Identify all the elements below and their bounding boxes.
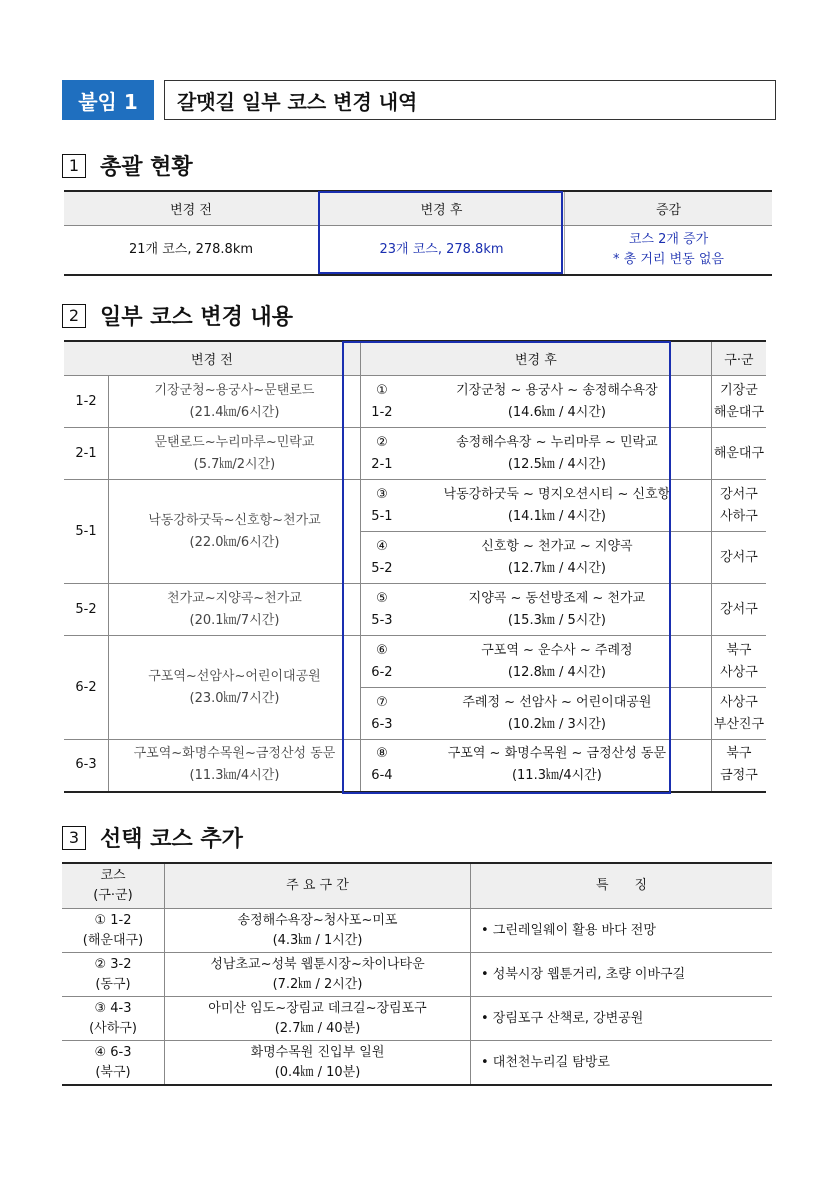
summary-change [565,226,773,276]
document-title: 갈맷길 일부 코스 변경 내역 [164,80,776,120]
new-route: 신호항 ~ 천가교 ~ 지양곡 [481,538,633,554]
gu-cell [711,688,766,740]
gu-cell [711,376,766,428]
old-route: 문탠로드~누리마루~민락교 [154,434,315,450]
change-line2: * 총 거리 변동 없음 [613,252,724,267]
section3-number: 3 [62,826,86,850]
old-dist: (22.0㎞/6시간) [189,534,280,550]
old-route: 천가교~지양곡~천가교 [167,590,302,606]
new-route-cell [403,532,711,584]
old-route: 구포역~화명수목원~금정산성 동문 [133,746,336,762]
feature: • 대천천누리길 탐방로 [471,1041,773,1086]
old-route-cell [109,740,361,792]
route: 송정해수욕장~청사포~미포 [237,912,398,928]
gu2: 사하구 [720,508,758,524]
col-section: 주 요 구 간 [165,863,471,909]
gu1: 기장군 [720,382,758,398]
section2-title: 일부 코스 변경 내용 [100,305,293,330]
new-route: 구포역 ~ 화명수목원 ~ 금정산성 동문 [447,746,667,762]
new-sym: ① [376,382,388,398]
course-cell [62,997,165,1041]
new-route: 구포역 ~ 운수사 ~ 주례정 [481,642,633,658]
course-id: ③ 4-3 [94,1000,132,1016]
new-id-cell [360,636,403,688]
course-gu: (해운대구) [82,932,144,948]
gu-cell [711,480,766,532]
old-dist: (20.1㎞/7시간) [189,612,280,628]
new-route: 지양곡 ~ 동선방조제 ~ 천가교 [468,590,646,606]
new-sym: ⑤ [376,590,388,606]
new-id-cell [360,480,403,532]
new-id-cell [360,532,403,584]
old-id: 5-1 [64,480,109,584]
new-sym: ② [376,434,388,450]
new-id-cell [360,428,403,480]
new-dist: (12.5㎞ / 4시간) [507,456,606,472]
old-id: 6-2 [64,636,109,740]
new-route: 기장군청 ~ 용궁사 ~ 송정해수욕장 [456,382,658,398]
route: 아미산 임도~장림교 데크길~장림포구 [208,1000,427,1016]
summary-after: 23개 코스, 278.8km [319,226,565,276]
old-dist: (11.3㎞/4시간) [189,768,280,784]
gu1: 해운대구 [713,445,765,461]
old-route: 낙동강하굿둑~신호항~천가교 [148,512,321,528]
gu-cell [711,636,766,688]
new-route-cell [403,584,711,636]
dist: (2.7㎞ / 40분) [274,1020,361,1036]
gu-cell [711,740,766,792]
section3-heading [62,822,243,853]
section1-heading [62,150,193,181]
section1-title: 총괄 현황 [100,155,193,180]
new-id: 6-3 [371,716,393,732]
new-dist: (10.2㎞ / 3시간) [507,716,606,732]
old-route: 기장군청~용궁사~문탠로드 [154,382,315,398]
change-line1: 코스 2개 증가 [628,232,709,247]
new-id: 6-4 [371,768,393,784]
gu1: 강서구 [720,486,758,502]
course-gu: (북구) [95,1064,131,1080]
old-id: 6-3 [64,740,109,792]
old-route-cell [109,428,361,480]
route-cell [165,953,471,997]
route-cell [165,997,471,1041]
feature: • 성북시장 웹툰거리, 초량 이바구길 [471,953,773,997]
old-route-cell [109,636,361,740]
col-after: 변경 후 [319,191,565,226]
new-dist: (12.7㎞ / 4시간) [507,560,606,576]
col-course [62,863,165,909]
new-route-cell [403,428,711,480]
old-dist: (5.7㎞/2시간) [193,456,276,472]
old-id: 5-2 [64,584,109,636]
old-id: 2-1 [64,428,109,480]
dist: (4.3㎞ / 1시간) [272,932,363,948]
course-id: ② 3-2 [94,956,132,972]
feature: • 그린레일웨이 활용 바다 전망 [471,909,773,953]
col-gu: 구·군 [711,341,766,376]
new-dist: (12.8㎞ / 4시간) [507,664,606,680]
new-id: 5-3 [371,612,393,628]
summary-table [64,190,772,276]
gu1: 사상구 [720,694,758,710]
route-cell [165,909,471,953]
new-route-cell [403,688,711,740]
new-dist: (11.3㎞/4시간) [511,768,602,784]
old-id: 1-2 [64,376,109,428]
course-cell [62,1041,165,1086]
section3-title: 선택 코스 추가 [100,827,243,852]
summary-before: 21개 코스, 278.8km [64,226,319,276]
gu1: 강서구 [720,549,758,565]
section1-number: 1 [62,154,86,178]
course-cell [62,953,165,997]
new-sym: ⑦ [376,694,388,710]
new-route-cell [403,740,711,792]
course-gu: (사하구) [89,1020,137,1036]
gu-cell [711,428,766,480]
course-id: ① 1-2 [94,912,132,928]
new-dist: (14.1㎞ / 4시간) [507,508,606,524]
old-route: 구포역~선암사~어린이대공원 [148,668,321,684]
new-id-cell [360,688,403,740]
new-id: 2-1 [371,456,393,472]
col-before: 변경 전 [64,191,319,226]
old-route-cell [109,584,361,636]
old-dist: (23.0㎞/7시간) [189,690,280,706]
gu2: 금정구 [720,768,758,784]
new-id-cell [360,740,403,792]
gu2: 해운대구 [713,404,765,420]
new-route-cell [403,636,711,688]
new-id: 5-1 [371,508,393,524]
col-change: 증감 [565,191,773,226]
col-old: 변경 전 [64,341,360,376]
course-cell [62,909,165,953]
new-id-cell [360,376,403,428]
gu-cell [711,584,766,636]
new-dist: (15.3㎞ / 5시간) [507,612,606,628]
col-feature: 특 징 [471,863,773,909]
col-course-line1: 코스 [100,868,126,883]
old-dist: (21.4㎞/6시간) [189,404,280,420]
new-route: 주례정 ~ 선암사 ~ 어린이대공원 [462,694,652,710]
course-change-table [64,340,766,793]
new-sym: ③ [376,486,388,502]
gu1: 북구 [726,746,752,762]
new-sym: ⑧ [376,746,388,762]
new-route: 송정해수욕장 ~ 누리마루 ~ 민락교 [456,434,658,450]
route-cell [165,1041,471,1086]
section2-heading [62,300,293,331]
gu-cell [711,532,766,584]
col-course-line2: (구·군) [93,888,133,903]
gu2: 부산진구 [713,716,765,732]
section2-number: 2 [62,304,86,328]
new-route-cell [403,376,711,428]
dist: (7.2㎞ / 2시간) [272,976,363,992]
new-id: 6-2 [371,664,393,680]
gu1: 강서구 [720,601,758,617]
dist: (0.4㎞ / 10분) [274,1064,361,1080]
new-dist: (14.6㎞ / 4시간) [507,404,606,420]
col-new: 변경 후 [360,341,711,376]
gu2: 사상구 [720,664,758,680]
added-course-table [62,862,772,1086]
old-route-cell [109,376,361,428]
new-id: 5-2 [371,560,393,576]
new-id: 1-2 [371,404,393,420]
route: 화명수목원 진입부 일원 [250,1044,385,1060]
feature: • 장림포구 산책로, 강변공원 [471,997,773,1041]
new-sym: ⑥ [376,642,388,658]
old-route-cell [109,480,361,584]
course-id: ④ 6-3 [94,1044,132,1060]
new-route: 낙동강하굿둑 ~ 명지오션시티 ~ 신호항 [443,486,671,502]
new-id-cell [360,584,403,636]
course-gu: (동구) [95,976,131,992]
new-route-cell [403,480,711,532]
attachment-badge: 붙임 1 [62,80,154,120]
new-sym: ④ [376,538,388,554]
route: 성남초교~성북 웹툰시장~차이나타운 [210,956,425,972]
gu1: 북구 [726,642,752,658]
